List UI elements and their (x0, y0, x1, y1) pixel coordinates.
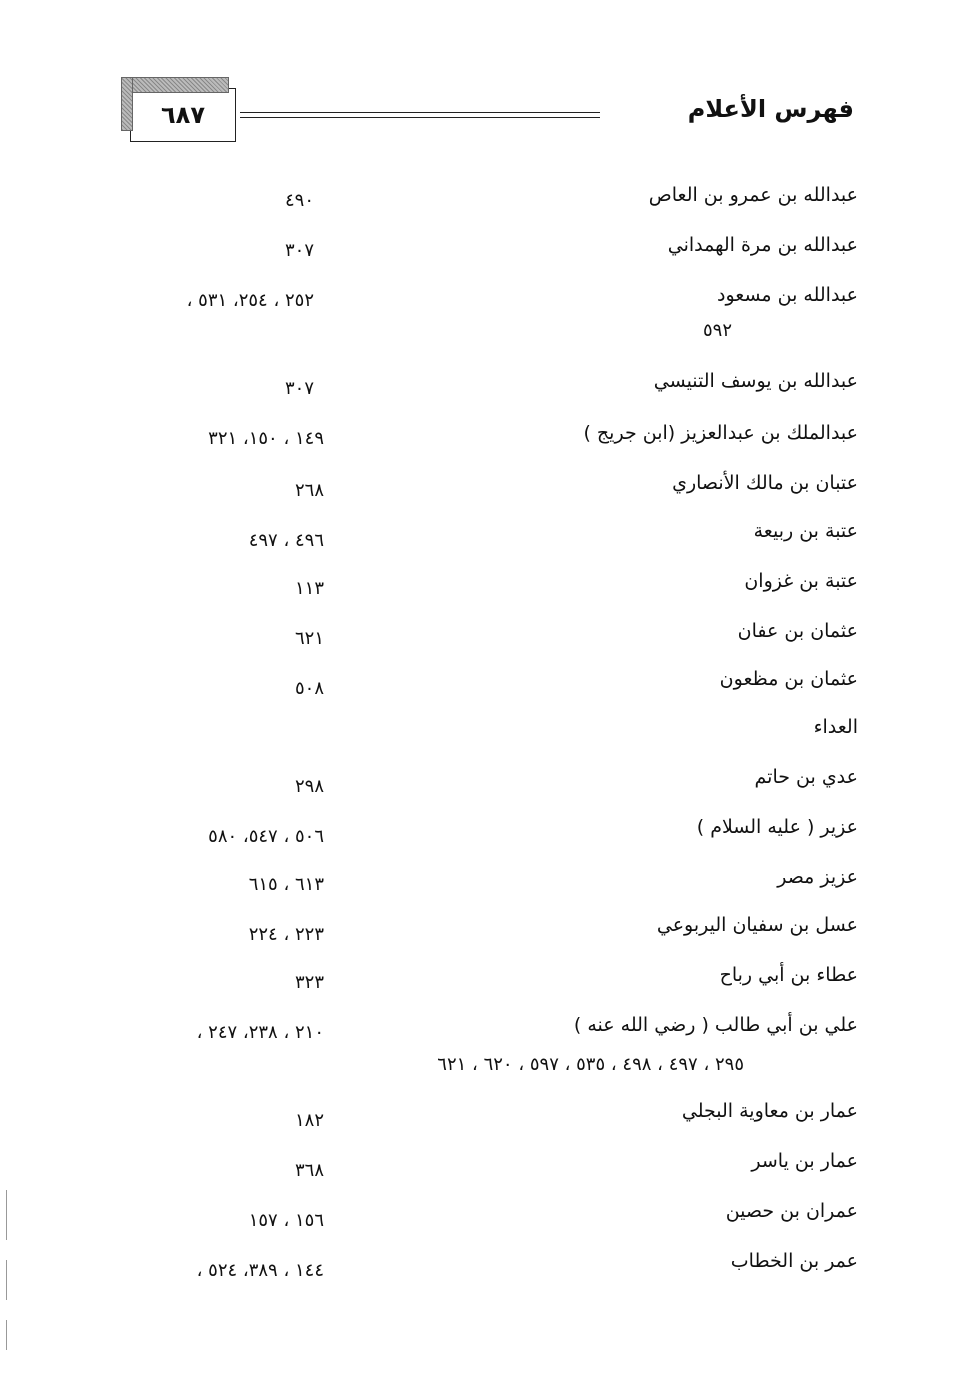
entry-name: العداء (813, 716, 858, 738)
entry-name: علي بن أبي طالب ( رضي الله عنه ) (573, 1014, 858, 1036)
entry-pages: ٤٩٦ ، ٤٩٧ (248, 530, 324, 551)
entry-name: عمار بن معاوية البجلي (681, 1100, 858, 1122)
entry-pages: ٢٩٨ (294, 776, 324, 797)
entry-pages: ١٤٤ ، ٣٨٩، ٥٢٤ ، (196, 1260, 324, 1281)
entry-name: عبدالله بن يوسف التنيسي (653, 370, 858, 392)
entry-name: عبدالملك بن عبدالعزيز (ابن جريج ) (583, 422, 858, 444)
entry-name: عمران بن حصين (725, 1200, 858, 1222)
entry-pages: ٣٠٧ (284, 378, 314, 399)
entry-name: عتبان بن مالك الأنصاري (672, 472, 858, 494)
entry-pages: ١١٣ (294, 578, 324, 599)
page-number-box (130, 88, 236, 142)
entry-name: عتبة بن ربيعة (753, 520, 858, 542)
entry-name: عدي بن حاتم (754, 766, 858, 788)
entry-pages: ٦٢١ (294, 628, 324, 649)
entry-name: عمر بن الخطاب (730, 1250, 858, 1272)
entry-pages: ٥٠٦ ، ٥٤٧، ٥٨٠ (208, 826, 324, 847)
entry-name: عثمان بن عفان (737, 620, 858, 642)
entry-name: عزيز مصر (777, 866, 858, 888)
entry-pages: ٤٩٠ (284, 190, 314, 211)
entry-name: عتبة بن غزوان (744, 570, 858, 592)
entry-name: عسل بن سفيان اليربوعي (656, 914, 858, 936)
entry-name: عزير ( عليه السلام ) (696, 816, 858, 838)
scan-edge-mark (6, 1260, 7, 1300)
entry-name: عطاء بن أبي رباح (719, 964, 858, 986)
entry-pages-continued: ٢٩٥ ، ٤٩٧ ، ٤٩٨ ، ٥٣٥ ، ٥٩٧ ، ٦٢٠ ، ٦٢١ (437, 1054, 744, 1075)
header-rule-secondary (240, 117, 600, 118)
entry-pages: ٢٢٣ ، ٢٢٤ (248, 924, 324, 945)
entry-name: عبدالله بن مرة الهمداني (667, 234, 858, 256)
entry-pages-continued: ٥٩٢ (702, 320, 732, 341)
entry-pages: ١٥٦ ، ١٥٧ (248, 1210, 324, 1231)
page-title: فهرس الأعلام (687, 95, 854, 123)
entry-pages: ٦١٣ ، ٦١٥ (248, 874, 324, 895)
page-number: ٦٨٧ (161, 101, 205, 129)
entry-pages: ٣٢٣ (294, 972, 324, 993)
entry-name: عمار بن ياسر (751, 1150, 858, 1172)
entry-pages: ١٨٢ (294, 1110, 324, 1131)
entry-pages: ١٤٩ ، ١٥٠، ٣٢١ (208, 428, 324, 449)
entry-pages: ٢٥٢ ، ٢٥٤، ٥٣١ ، (186, 290, 314, 311)
entry-name: عثمان بن مظعون (719, 668, 858, 690)
scan-edge-mark (6, 1190, 7, 1240)
entry-pages: ٣٦٨ (294, 1160, 324, 1181)
entry-name: عبدالله بن مسعود (717, 284, 858, 306)
entry-pages: ٣٠٧ (284, 240, 314, 261)
entry-pages: ٥٠٨ (294, 678, 324, 699)
entry-name: عبدالله بن عمرو بن العاص (648, 184, 858, 206)
entry-pages: ٢١٠ ، ٢٣٨، ٢٤٧ ، (196, 1022, 324, 1043)
scan-edge-mark (6, 1320, 7, 1350)
header-rule (240, 112, 600, 113)
entry-pages: ٢٦٨ (294, 480, 324, 501)
